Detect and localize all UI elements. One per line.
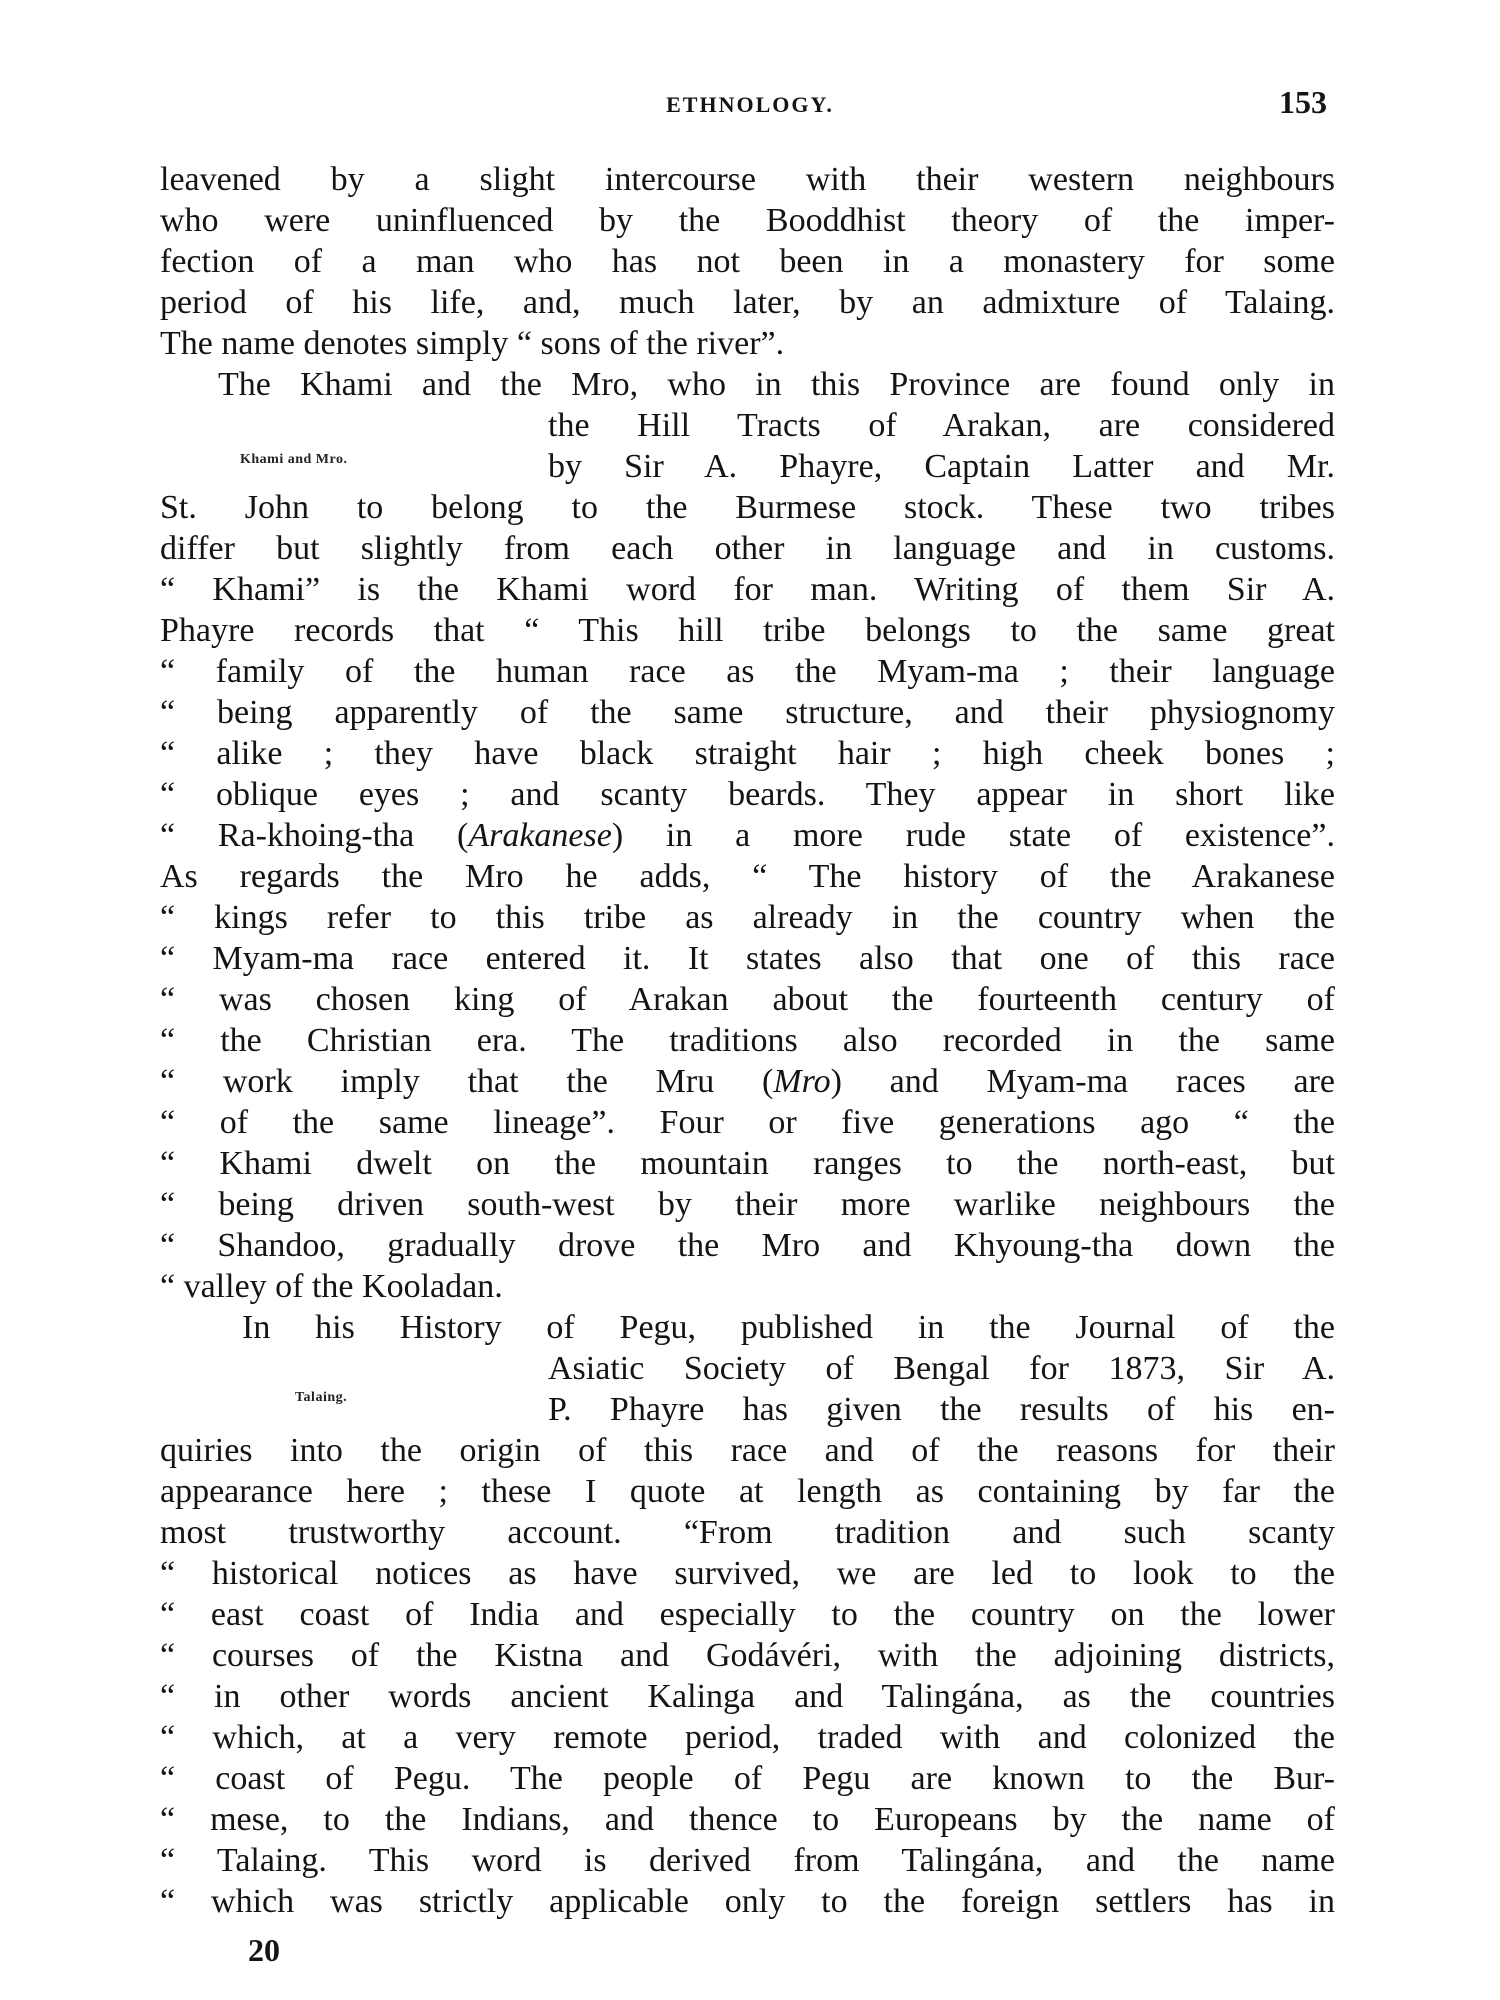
text-line: “ Talaing. This word is derived from Talingána, and the name — [160, 1842, 1335, 1879]
text-line: most trustworthy account. “From tradition and such scanty — [160, 1514, 1335, 1551]
text-line: The name denotes simply “ sons of the river”. — [160, 325, 785, 362]
text-line: “ kings refer to this tribe as already in the country when the — [160, 899, 1335, 936]
text-line: “ Khami dwelt on the mountain ranges to the north-east, but — [160, 1145, 1335, 1182]
text-line: fection of a man who has not been in a monastery for some — [160, 243, 1335, 280]
text-line: “ work imply that the Mru (Mro) and Myam-ma races are — [160, 1063, 1335, 1100]
text-line: quiries into the origin of this race and of the reasons for their — [160, 1432, 1335, 1469]
marginal-note-khami: Khami and Mro. — [240, 452, 348, 467]
text-line: “ being apparently of the same structure, and their physiognomy — [160, 694, 1335, 731]
text-line: “ oblique eyes ; and scanty beards. They appear in short like — [160, 776, 1335, 813]
text-line: “ Shandoo, gradually drove the Mro and Khyoung-tha down the — [160, 1227, 1335, 1264]
text-line: who were uninfluenced by the Booddhist theory of the imper- — [160, 202, 1335, 239]
text-line: “ east coast of India and especially to the country on the lower — [160, 1596, 1335, 1633]
text-line: “ courses of the Kistna and Godávéri, with the adjoining districts, — [160, 1637, 1335, 1674]
text-line: appearance here ; these I quote at length as containing by far the — [160, 1473, 1335, 1510]
text-line: “ Myam-ma race entered it. It states also that one of this race — [160, 940, 1335, 977]
text-line: As regards the Mro he adds, “ The history of the Arakanese — [160, 858, 1335, 895]
text-line: differ but slightly from each other in language and in customs. — [160, 530, 1335, 567]
running-head: ETHNOLOGY. — [666, 92, 834, 117]
page-header — [165, 84, 1335, 124]
text-line: “ mese, to the Indians, and thence to Europeans by the name of — [160, 1801, 1335, 1838]
text-line: The Khami and the Mro, who in this Province are found only in — [218, 366, 1335, 403]
text-line: leavened by a slight intercourse with their western neighbours — [160, 161, 1335, 198]
text-line: “ historical notices as have survived, we are led to look to the — [160, 1555, 1335, 1592]
text-line: “ family of the human race as the Myam-ma ; their language — [160, 653, 1335, 690]
page-number: 153 — [1279, 84, 1327, 120]
text-line: Asiatic Society of Bengal for 1873, Sir A. — [548, 1350, 1335, 1387]
signature-mark: 20 — [248, 1932, 280, 1968]
text-line: “ in other words ancient Kalinga and Talingána, as the countries — [160, 1678, 1335, 1715]
text-line: “ coast of Pegu. The people of Pegu are known to the Bur- — [160, 1760, 1335, 1797]
text-line: “ which was strictly applicable only to the foreign settlers has in — [160, 1883, 1335, 1920]
text-line: Phayre records that “ This hill tribe belongs to the same great — [160, 612, 1335, 649]
text-line: St. John to belong to the Burmese stock. These two tribes — [160, 489, 1335, 526]
text-line: “ which, at a very remote period, traded with and colonized the — [160, 1719, 1335, 1756]
text-line: In his History of Pegu, published in the Journal of the — [242, 1309, 1335, 1346]
text-line: “ being driven south-west by their more warlike neighbours the — [160, 1186, 1335, 1223]
text-line: “ Ra-khoing-tha (Arakanese) in a more rude state of existence”. — [160, 817, 1335, 854]
text-line: by Sir A. Phayre, Captain Latter and Mr. — [548, 448, 1335, 485]
text-line: “ alike ; they have black straight hair ; high cheek bones ; — [160, 735, 1335, 772]
text-line: “ valley of the Kooladan. — [160, 1268, 503, 1305]
text-line: period of his life, and, much later, by an admixture of Talaing. — [160, 284, 1335, 321]
text-line: “ of the same lineage”. Four or five generations ago “ the — [160, 1104, 1335, 1141]
text-line: P. Phayre has given the results of his en- — [548, 1391, 1335, 1428]
marginal-note-talaing: Talaing. — [295, 1390, 348, 1405]
text-line: “ Khami” is the Khami word for man. Writing of them Sir A. — [160, 571, 1335, 608]
text-line: “ was chosen king of Arakan about the fourteenth century of — [160, 981, 1335, 1018]
text-line: the Hill Tracts of Arakan, are considered — [548, 407, 1335, 444]
text-line: “ the Christian era. The traditions also recorded in the same — [160, 1022, 1335, 1059]
